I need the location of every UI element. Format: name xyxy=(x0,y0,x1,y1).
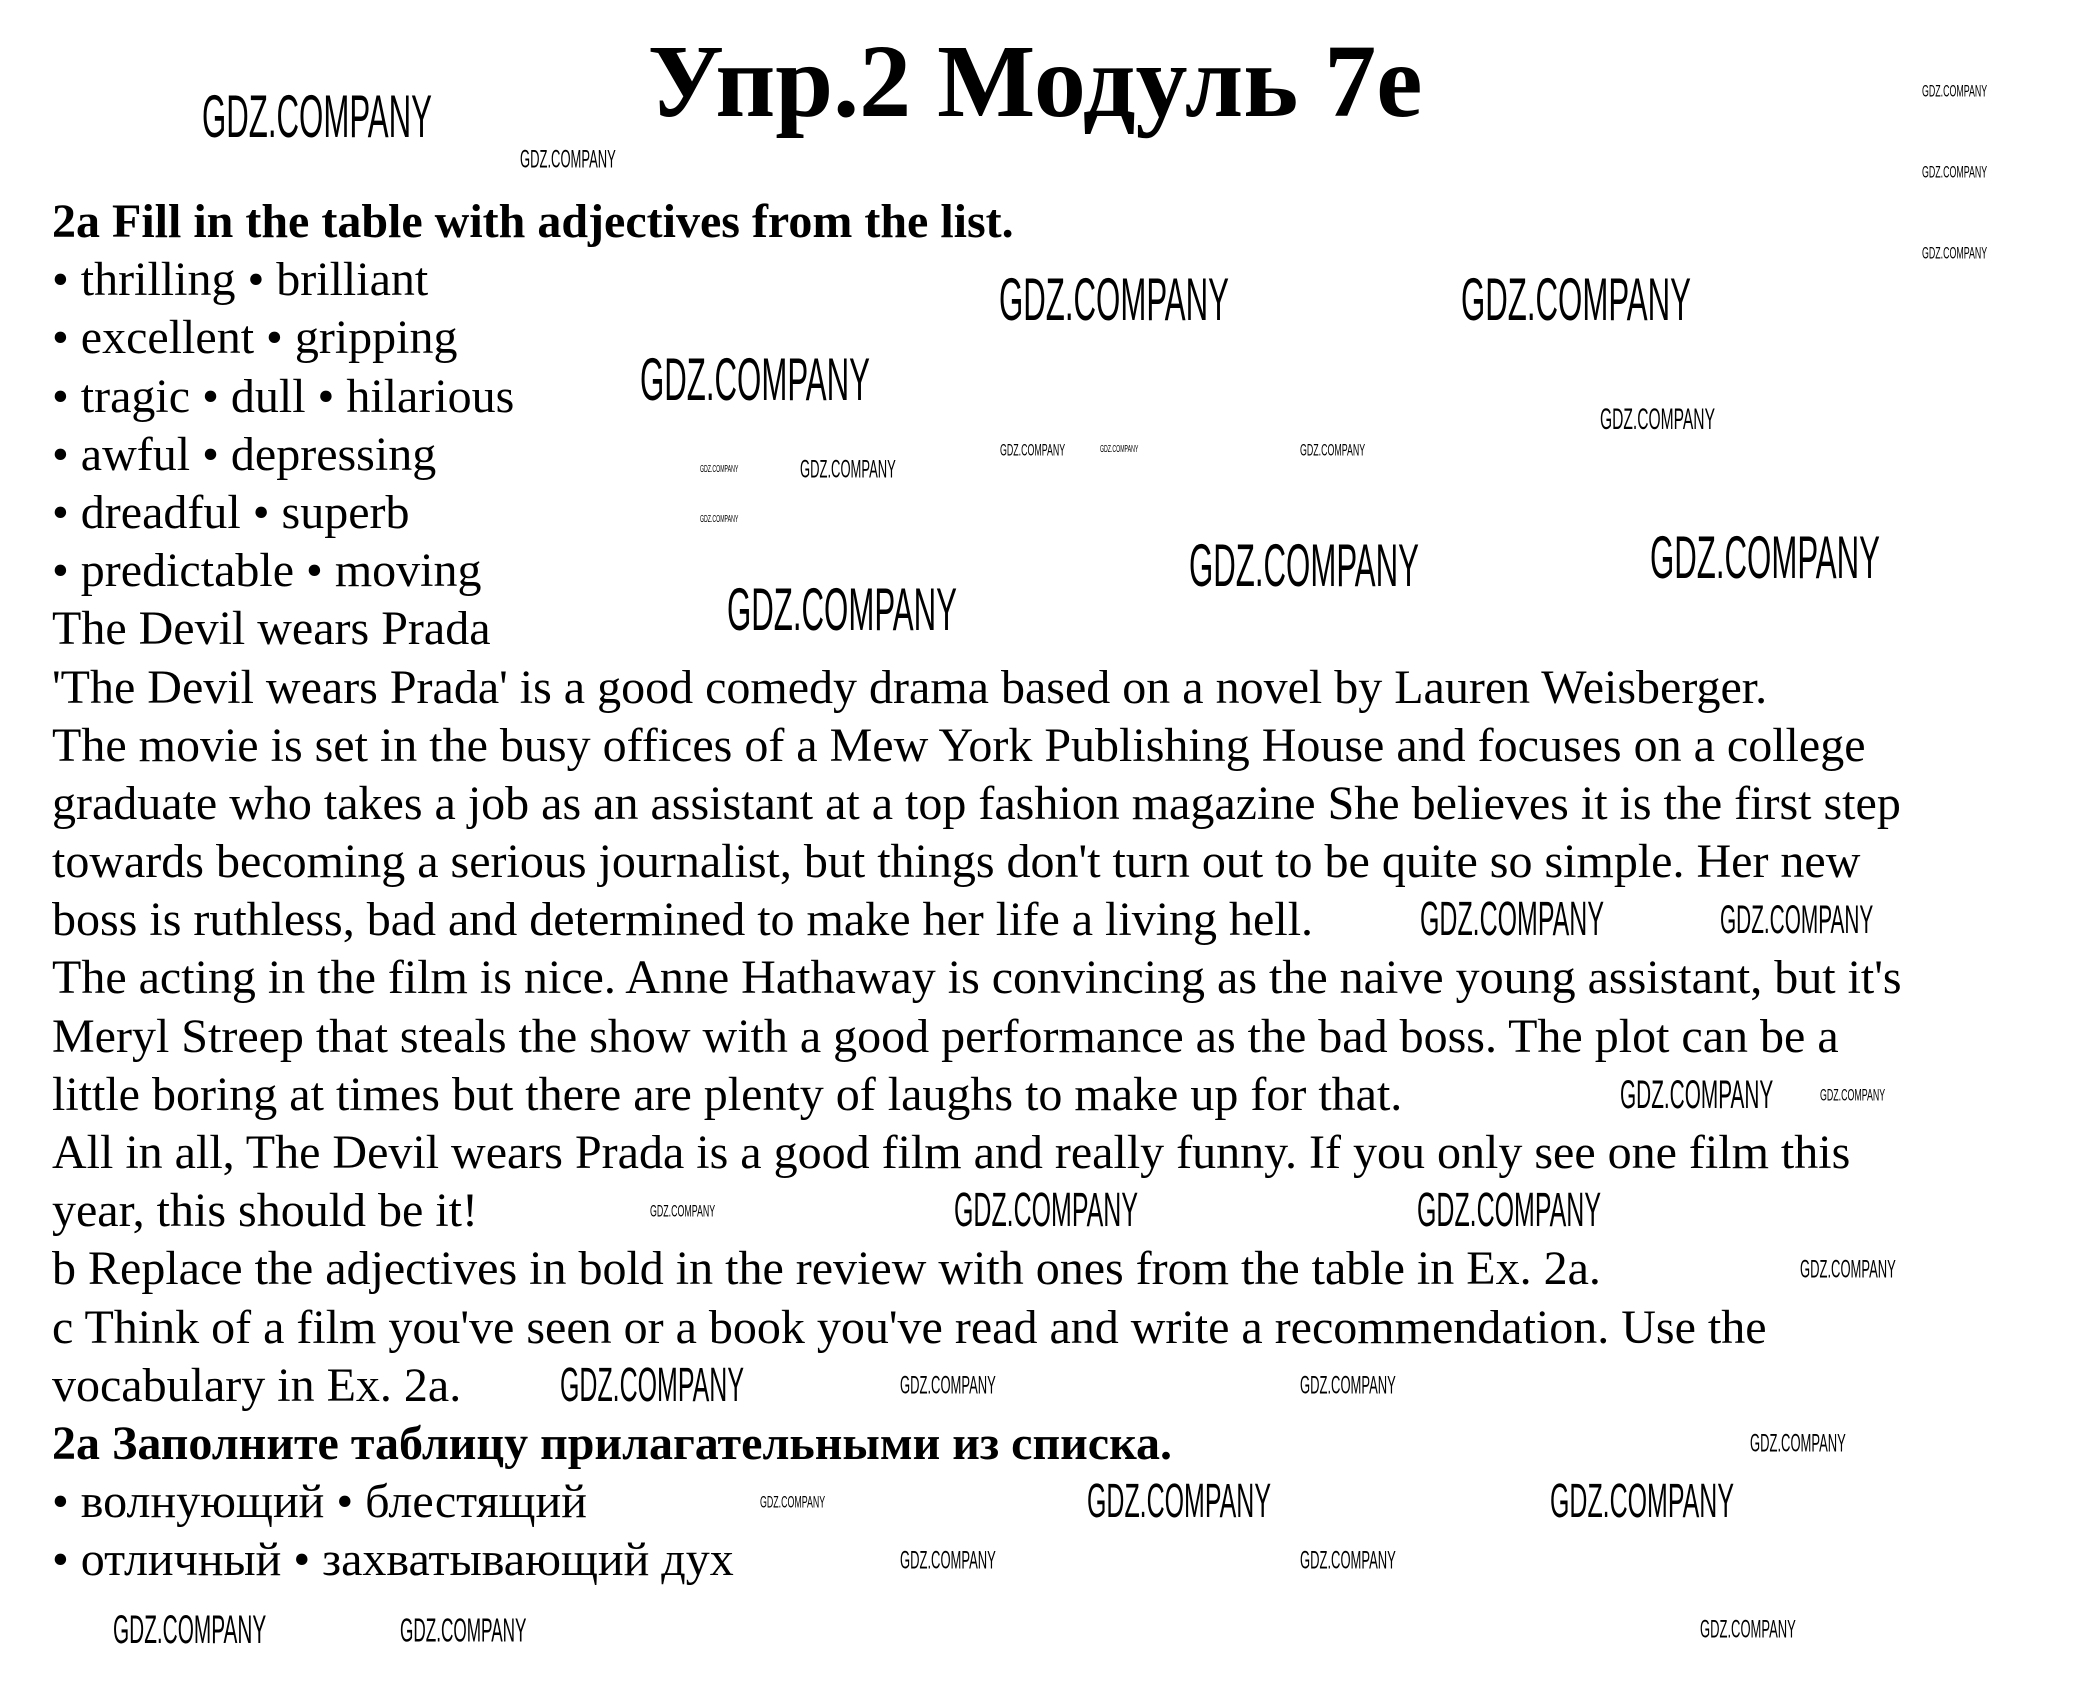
watermark: GDZ.COMPANY xyxy=(1000,440,1066,460)
watermark: GDZ.COMPANY xyxy=(1100,444,1139,455)
watermark: GDZ.COMPANY xyxy=(1550,1475,1734,1528)
watermark: GDZ.COMPANY xyxy=(202,83,432,150)
text-line: c Think of a film you've seen or a book you've read and write a recommendation. Use the xyxy=(52,1300,1767,1354)
text-line: graduate who takes a job as an assistant at a top fashion magazine She believes it is the first step xyxy=(52,776,1901,830)
watermark: GDZ.COMPANY xyxy=(1820,1085,1886,1105)
watermark: GDZ.COMPANY xyxy=(700,514,739,525)
text-line: The acting in the film is nice. Anne Hathaway is convincing as the naive young assistant, but it's xyxy=(52,951,1902,1005)
watermark: GDZ.COMPANY xyxy=(400,1611,527,1649)
page-title: Упр.2 Модуль 7е xyxy=(647,24,1423,139)
watermark: GDZ.COMPANY xyxy=(560,1359,744,1412)
text-line: 'The Devil wears Prada' is a good comedy drama based on a novel by Lauren Weisberger. xyxy=(52,660,1768,714)
text-line: • tragic • dull • hilarious xyxy=(52,369,515,423)
watermark: GDZ.COMPANY xyxy=(900,1546,996,1575)
watermark: GDZ.COMPANY xyxy=(1922,162,1988,182)
text-line: vocabulary in Ex. 2a. xyxy=(52,1358,462,1412)
watermark: GDZ.COMPANY xyxy=(1800,1255,1896,1284)
text-line: boss is ruthless, bad and determined to make her life a living hell. xyxy=(52,893,1314,947)
watermark: GDZ.COMPANY xyxy=(1420,893,1604,946)
watermark: GDZ.COMPANY xyxy=(1720,898,1874,942)
watermark: GDZ.COMPANY xyxy=(727,576,957,643)
text-line: • волнующий • блестящий xyxy=(52,1475,587,1529)
section-heading: 2a Fill in the table with adjectives from the list. xyxy=(52,195,1014,248)
text-line: • awful • depressing xyxy=(52,427,437,481)
watermark: GDZ.COMPANY xyxy=(1417,1184,1601,1237)
watermark: GDZ.COMPANY xyxy=(700,464,739,475)
watermark: GDZ.COMPANY xyxy=(1300,440,1366,460)
watermark: GDZ.COMPANY xyxy=(800,455,896,484)
watermark: GDZ.COMPANY xyxy=(954,1184,1138,1237)
watermark: GDZ.COMPANY xyxy=(520,145,616,174)
text-line: All in all, The Devil wears Prada is a good film and really funny. If you only see one film this xyxy=(52,1126,1851,1179)
section-heading: 2a Заполните таблицу прилагательными из списка. xyxy=(52,1416,1173,1470)
text-line: The Devil wears Prada xyxy=(52,602,491,656)
watermark: GDZ.COMPANY xyxy=(1922,243,1988,263)
text-line: • predictable • moving xyxy=(52,544,482,598)
text-line: Meryl Streep that steals the show with a good performance as the bad boss. The plot can be a xyxy=(52,1009,1839,1063)
watermark: GDZ.COMPANY xyxy=(1087,1475,1271,1528)
text-line: • dreadful • superb xyxy=(52,485,410,539)
text-line: • thrilling • brilliant xyxy=(52,253,429,307)
watermark: GDZ.COMPANY xyxy=(640,346,870,413)
watermark: GDZ.COMPANY xyxy=(1189,532,1419,599)
watermark: GDZ.COMPANY xyxy=(999,266,1229,333)
watermark: GDZ.COMPANY xyxy=(1300,1371,1396,1400)
text-line: The movie is set in the busy offices of a Mew York Publishing House and focuses on a college xyxy=(52,718,1866,772)
text-line: • excellent • gripping xyxy=(52,311,458,365)
text-line: little boring at times but there are plenty of laughs to make up for that. xyxy=(52,1067,1403,1121)
watermark: GDZ.COMPANY xyxy=(1700,1615,1796,1644)
watermark: GDZ.COMPANY xyxy=(1461,266,1691,333)
watermark: GDZ.COMPANY xyxy=(1750,1429,1846,1458)
text-line: b Replace the adjectives in bold in the review with ones from the table in Ex. 2a. xyxy=(52,1242,1601,1296)
watermark: GDZ.COMPANY xyxy=(650,1201,716,1221)
watermark: GDZ.COMPANY xyxy=(1300,1546,1396,1575)
text-line: year, this should be it! xyxy=(52,1184,478,1238)
watermark: GDZ.COMPANY xyxy=(1650,524,1880,591)
watermark: GDZ.COMPANY xyxy=(760,1492,826,1512)
watermark: GDZ.COMPANY xyxy=(1620,1073,1774,1117)
watermark: GDZ.COMPANY xyxy=(1600,403,1715,436)
watermark: GDZ.COMPANY xyxy=(900,1371,996,1400)
text-line: • отличный • захватывающий дух xyxy=(52,1533,734,1587)
watermark: GDZ.COMPANY xyxy=(113,1608,267,1652)
text-line: towards becoming a serious journalist, but things don't turn out to be quite so simple. Her new xyxy=(52,835,1861,889)
watermark: GDZ.COMPANY xyxy=(1922,81,1988,101)
